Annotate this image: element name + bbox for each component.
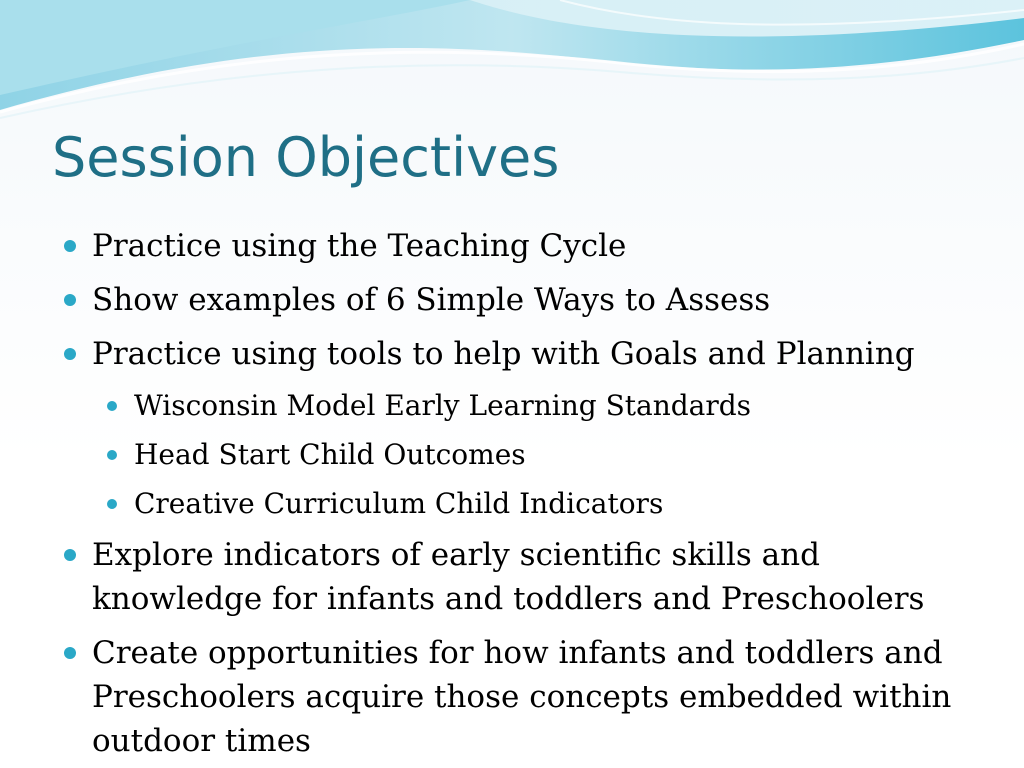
bullet-list: [0, 224, 1024, 768]
bullet-dot-icon: [64, 294, 76, 306]
sub-bullet-item: [0, 386, 1024, 425]
sub-bullet-text: Creative Curriculum Child Indicators: [134, 487, 664, 520]
sub-bullet-dot-icon: [107, 401, 117, 411]
sub-bullet-item: [0, 435, 1024, 474]
header-wave-decoration: [0, 0, 1024, 130]
sub-bullet-dot-icon: [107, 499, 117, 509]
bullet-text: Practice using tools to help with Goals and Planning: [92, 336, 915, 372]
bullet-dot-icon: [64, 647, 76, 659]
bullet-text: Show examples of 6 Simple Ways to Assess: [92, 282, 771, 318]
bullet-item: [0, 278, 1024, 322]
bullet-item: [0, 631, 1024, 763]
bullet-item: [0, 533, 1024, 621]
bullet-dot-icon: [64, 549, 76, 561]
bullet-dot-icon: [64, 348, 76, 360]
sub-bullet-text: Wisconsin Model Early Learning Standards: [134, 389, 752, 422]
sub-bullet-text: Head Start Child Outcomes: [134, 438, 526, 471]
sub-bullet-dot-icon: [107, 450, 117, 460]
bullet-text: Create opportunities for how infants and toddlers and Preschoolers acquire those concepts embedded within outdoor times: [92, 635, 952, 759]
bullet-text: Explore indicators of early scientific skills and knowledge for infants and toddlers and Preschoolers: [92, 537, 925, 617]
slide-title: Session Objectives: [52, 126, 560, 189]
sub-bullet-item: [0, 484, 1024, 523]
bullet-text: Practice using the Teaching Cycle: [92, 228, 627, 264]
bullet-item: [0, 332, 1024, 376]
bullet-item: [0, 224, 1024, 268]
bullet-dot-icon: [64, 240, 76, 252]
